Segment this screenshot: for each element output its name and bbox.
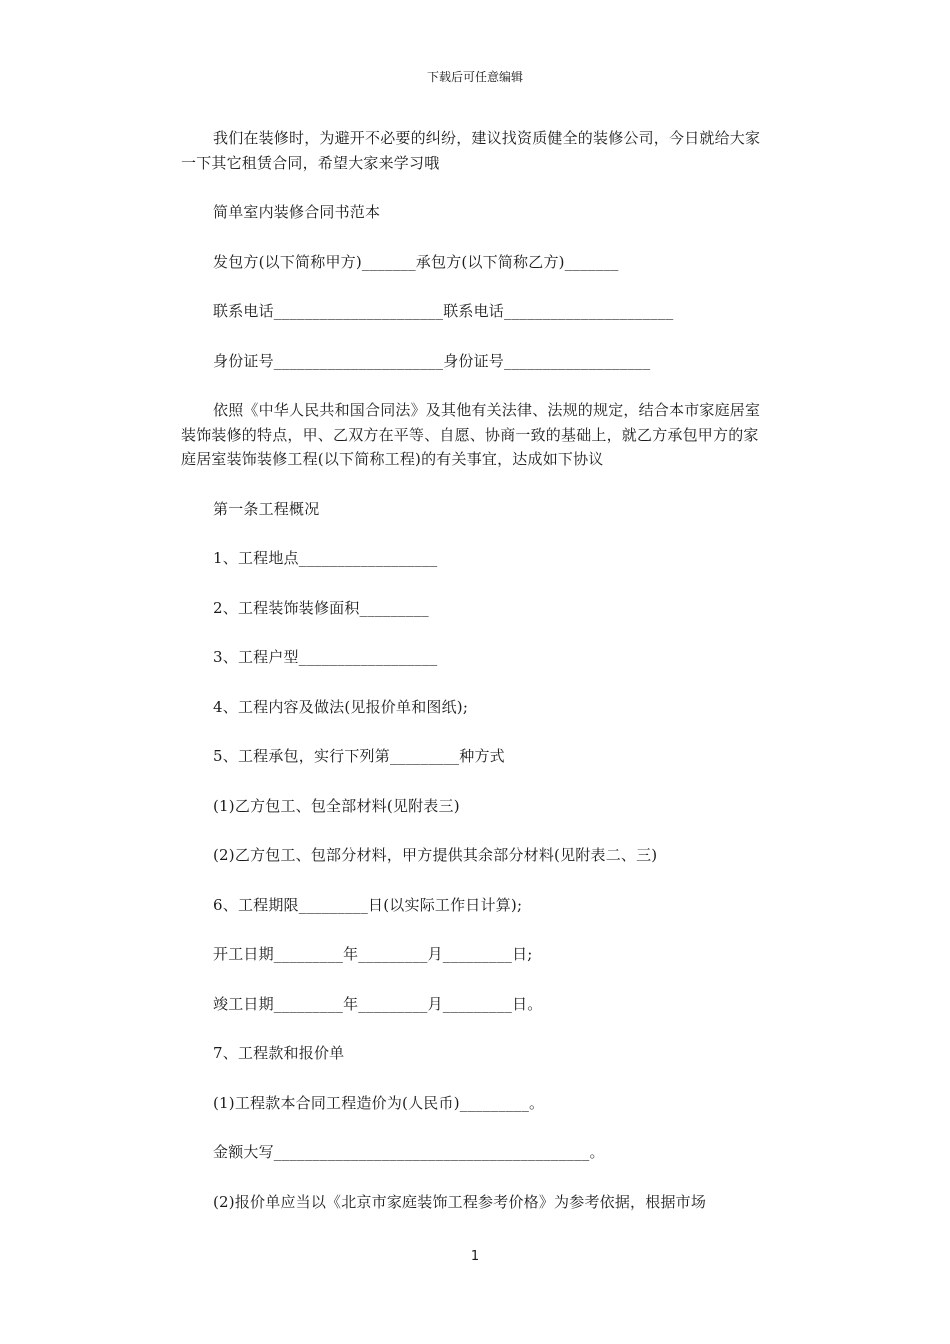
phone-field: 联系电话______________________联系电话______________________ — [213, 302, 674, 320]
article-item: 6、工程期限_________日(以实际工作日计算); — [213, 895, 523, 914]
document-body — [181, 126, 773, 1214]
article-item: 金额大写_________________________________________。 — [213, 1143, 605, 1161]
article-item: 4、工程内容及做法(见报价单和图纸); — [213, 697, 469, 716]
article-item: (2)乙方包工、包部分材料，甲方提供其余部分材料(见附表二、三) — [213, 846, 658, 864]
article-item: 竣工日期_________年_________月_________日。 — [213, 994, 543, 1013]
article-item: 2、工程装饰装修面积_________ — [213, 598, 429, 617]
intro-paragraph: 我们在装修时，为避开不必要的纠纷，建议找资质健全的装修公司，今日就给大家一下其它租赁合同，希望大家来学习哦 — [181, 129, 761, 172]
article-1-title: 第一条工程概况 — [213, 499, 320, 518]
article-item: (1)乙方包工、包全部材料(见附表三) — [213, 796, 460, 815]
article-item: 5、工程承包，实行下列第_________种方式 — [213, 747, 505, 765]
article-item: (1)工程款本合同工程造价为(人民币)_________。 — [213, 1093, 545, 1112]
article-item: (2)报价单应当以《北京市家庭装饰工程参考价格》为参考依据，根据市场 — [213, 1192, 707, 1211]
article-item: 开工日期_________年_________月_________日; — [213, 945, 533, 963]
legal-basis-paragraph: 依照《中华人民共和国合同法》及其他有关法律、法规的规定，结合本市家庭居室装饰装修的特点，甲、乙双方在平等、自愿、协商一致的基础上，就乙方承包甲方的家庭居室装饰装修工程(以下简称工程)的有关事宜，达成如下协议 — [181, 401, 761, 468]
document-title: 简单室内装修合同书范本 — [213, 203, 381, 221]
id-field: 身份证号______________________身份证号___________________ — [213, 351, 651, 370]
parties-field: 发包方(以下简称甲方)_______承包方(以下简称乙方)_______ — [213, 252, 619, 271]
article-item: 3、工程户型__________________ — [213, 648, 438, 666]
article-item: 1、工程地点__________________ — [213, 549, 438, 567]
page-header: 下载后可任意编辑 — [426, 70, 523, 84]
article-item: 7、工程款和报价单 — [213, 1044, 345, 1062]
page-number: 1 — [470, 1249, 480, 1264]
